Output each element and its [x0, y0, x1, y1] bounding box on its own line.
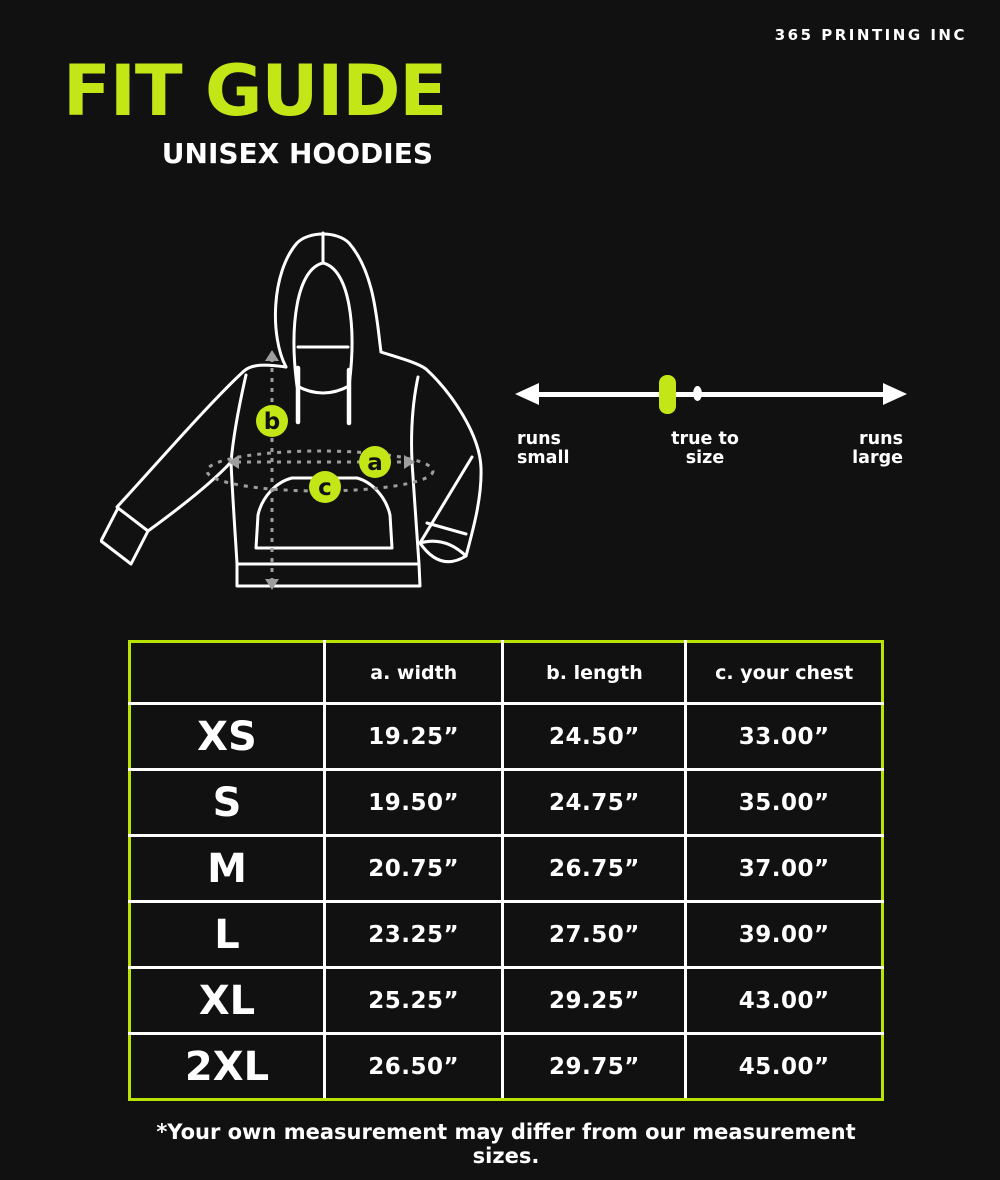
scale-label-true-to-size [650, 430, 760, 468]
scale-label-line: true to [671, 429, 739, 449]
marker-b-label: b [263, 409, 281, 435]
length-arrow-up [265, 350, 279, 361]
size-label: L [130, 902, 325, 968]
length-value: 29.25” [503, 968, 686, 1034]
chest-value: 33.00” [686, 704, 883, 770]
scale-arrowhead-left [515, 383, 539, 405]
scale-axis-line [529, 392, 893, 397]
chest-value: 39.00” [686, 902, 883, 968]
left-sleeve-seam [148, 462, 231, 531]
size-table-col-length: b. length [503, 642, 686, 704]
width-value: 19.25” [325, 704, 503, 770]
marker-c-label: c [318, 475, 332, 501]
width-value: 25.25” [325, 968, 503, 1034]
left-cuff [101, 508, 148, 564]
scale-label-line: runs [859, 429, 903, 449]
scale-label-runs-large [852, 430, 903, 468]
chest-value: 37.00” [686, 836, 883, 902]
chest-value: 45.00” [686, 1034, 883, 1100]
size-label: 2XL [130, 1034, 325, 1100]
width-arrow-left [228, 455, 239, 469]
table-row-s [130, 770, 883, 836]
width-value: 19.50” [325, 770, 503, 836]
size-label: M [130, 836, 325, 902]
table-row-l [130, 902, 883, 968]
width-value: 20.75” [325, 836, 503, 902]
scale-label-runs-small [517, 430, 569, 468]
size-table-col-width: a. width [325, 642, 503, 704]
length-value: 29.75” [503, 1034, 686, 1100]
size-label: XL [130, 968, 325, 1034]
chest-value: 43.00” [686, 968, 883, 1034]
length-value: 24.50” [503, 704, 686, 770]
length-value: 26.75” [503, 836, 686, 902]
brand-name: 365 PRINTING INC [774, 26, 967, 44]
scale-arrowhead-right [883, 383, 907, 405]
collar-curve [297, 386, 349, 393]
fit-scale [515, 368, 907, 478]
size-table-col-chest: c. your chest [686, 642, 883, 704]
hoodie-diagram [100, 225, 495, 610]
marker-a-label: a [367, 450, 383, 476]
page-subtitle: UNISEX HOODIES [161, 137, 433, 170]
scale-label-line: size [685, 447, 725, 468]
footnote: *Your own measurement may differ from our measurement sizes. [156, 1120, 856, 1168]
size-table [128, 640, 884, 1101]
size-table-header-row [130, 642, 883, 704]
scale-label-line: runs [517, 429, 561, 449]
width-value: 26.50” [325, 1034, 503, 1100]
right-cuff-seam [427, 523, 466, 534]
right-cuff-opening [420, 541, 466, 562]
size-table-corner-cell [130, 642, 325, 704]
page-title: FIT GUIDE [63, 50, 447, 132]
chest-value: 35.00” [686, 770, 883, 836]
scale-label-line: large [852, 447, 903, 468]
scale-center-dot [693, 386, 702, 401]
size-label: XS [130, 704, 325, 770]
hood-opening [294, 263, 352, 386]
length-value: 27.50” [503, 902, 686, 968]
scale-label-line: small [517, 447, 570, 468]
length-value: 24.75” [503, 770, 686, 836]
left-armhole-seam [231, 375, 246, 462]
scale-fit-indicator [659, 375, 676, 414]
table-row-xl [130, 968, 883, 1034]
table-row-m [130, 836, 883, 902]
right-sleeve-fold-seam [420, 457, 472, 543]
table-row-xs [130, 704, 883, 770]
table-row-2xl [130, 1034, 883, 1100]
left-shoulder-sleeve [117, 365, 286, 507]
size-label: S [130, 770, 325, 836]
right-armhole-seam [412, 377, 418, 462]
width-value: 23.25” [325, 902, 503, 968]
